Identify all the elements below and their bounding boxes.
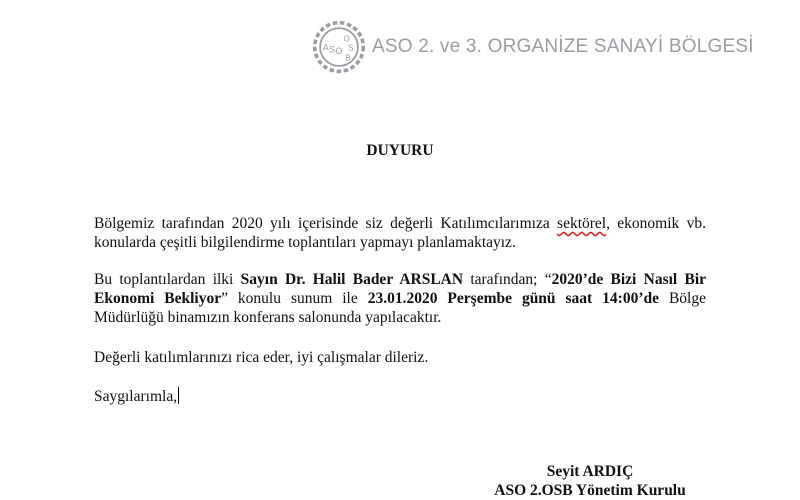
- text-cursor[interactable]: [178, 387, 179, 404]
- event-text-3: ” konulu sunum ile: [221, 290, 368, 307]
- signatory-title: ASO 2.OSB Yönetim Kurulu: [494, 482, 686, 499]
- signature-block: [470, 462, 710, 500]
- paragraph-event: [94, 270, 706, 327]
- organization-name: ASO 2. ve 3. ORGANİZE SANAYİ BÖLGESİ: [372, 36, 754, 57]
- closing-text: Saygılarımla,: [94, 388, 178, 405]
- logo-letter-o: O: [335, 46, 343, 57]
- presentation-topic: 2020’de Bizi Nasıl Bir Ekonomi Bekliyor: [94, 271, 707, 307]
- logo-letter-a: A: [322, 42, 329, 53]
- letterhead: [312, 20, 754, 74]
- event-text-4: Bölge Müdürlüğü binamızın konferans salonunda yapılacaktır.: [94, 290, 706, 326]
- signatory-name: Seyit ARDIÇ: [546, 463, 634, 480]
- spellcheck-flagged-word[interactable]: sektörel: [557, 215, 607, 232]
- aso-osb-logo-icon: [312, 20, 366, 74]
- event-datetime: 23.01.2020 Perşembe günü saat 14:00’de: [367, 290, 659, 307]
- logo-letter-o2: O: [343, 34, 350, 44]
- intro-text-1: Bölgemiz tarafından 2020 yılı içerisinde siz değerli Katılımcılarımıza: [94, 215, 558, 232]
- closing-line: [94, 387, 706, 406]
- logo-letter-b: B: [345, 53, 351, 63]
- event-text-2: tarafından; “: [463, 271, 552, 288]
- speaker-name: Sayın Dr. Halil Bader ARSLAN: [240, 271, 464, 288]
- paragraph-closing-wish: Değerli katılımlarınızı rica eder, iyi çalışmalar dileriz.: [94, 349, 429, 366]
- intro-text-2: , ekonomik vb. konularda çeşitli bilgilendirme toplantıları yapmayı planlamaktayız.: [94, 215, 706, 251]
- logo-letter-s2: S: [348, 43, 354, 53]
- event-text-1: Bu toplantılardan ilki: [94, 271, 241, 288]
- announcement-title: DUYURU: [366, 142, 434, 159]
- paragraph-intro: [94, 214, 706, 252]
- logo-letter-s: S: [329, 44, 336, 55]
